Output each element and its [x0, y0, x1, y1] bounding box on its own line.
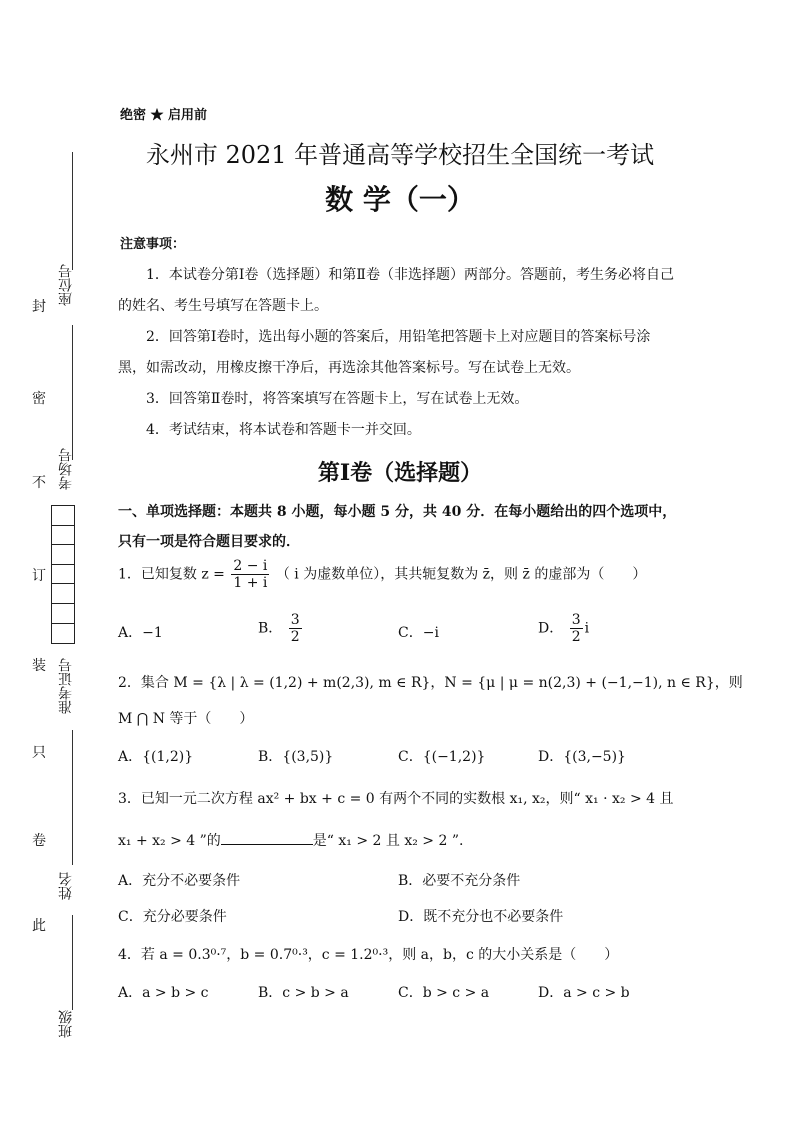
seal-char-4: 订: [32, 568, 46, 584]
seal-char-1: 封: [32, 299, 46, 315]
seal-char-8: 此: [32, 918, 46, 934]
binding-line-2: [72, 325, 73, 460]
notice-item-2: 2．回答第Ⅰ卷时，选出每小题的答案后，用铅笔把答题卡上对应题目的答案标号涂黑，如需改动，用橡皮擦干净后，再选涂其他答案标号。写在试卷上无效。: [118, 329, 651, 376]
q1-fraction: [231, 558, 269, 591]
subject-title: 数 学（一）: [325, 183, 475, 216]
admission-number-grid: [51, 505, 75, 644]
q2-option-a[interactable]: A．{(1,2)}: [118, 749, 194, 765]
question-1: [118, 558, 688, 591]
q1-option-a[interactable]: A．−1: [118, 625, 163, 641]
notice-item-3: 3．回答第Ⅱ卷时，将答案填写在答题卡上，写在试卷上无效。: [146, 391, 529, 407]
q1-suffix: （ i 为虚数单位），其共轭复数为 z̄，则 z̄ 的虚部为（ ）: [275, 566, 647, 583]
q1-option-d-den: 2: [571, 629, 581, 645]
q2-line-1: 2．集合 M = {λ | λ = (1,2) + m(2,3), m ∈ R}，N = {μ | μ = n(2,3) + (−1,−1), n ∈ R}，则: [118, 675, 743, 691]
seal-char-2: 密: [32, 391, 46, 407]
q1-option-c[interactable]: C．−i: [398, 625, 439, 641]
q3-option-b[interactable]: B．必要不充分条件: [398, 873, 521, 889]
class-label: 班级: [58, 1010, 74, 1038]
q1-option-d-suffix: i: [584, 620, 590, 637]
q1-option-b-num: 3: [290, 612, 300, 628]
q3-option-c[interactable]: C．充分必要条件: [118, 909, 227, 925]
q3-line-1: 3．已知一元二次方程 ax² + bx + c = 0 有两个不同的实数根 x₁, x₂，则“ x₁ · x₂ > 4 且: [118, 791, 674, 807]
q1-option-b-den: 2: [290, 629, 300, 645]
exam-title: 永州市 2021 年普通高等学校招生全国统一考试: [145, 141, 655, 169]
seal-char-3: 不: [32, 475, 46, 491]
exam-room-label: 考场号: [58, 448, 74, 490]
q1-option-b-fraction: [289, 612, 302, 645]
q1-numerator: 2 − i: [233, 558, 268, 574]
binding-line-4: [72, 915, 73, 1010]
q4-option-d[interactable]: D．a > c > b: [538, 985, 630, 1001]
binding-line-top: [72, 152, 73, 270]
q2-option-c[interactable]: C．{(−1,2)}: [398, 749, 486, 765]
part1-intro: 一、单项选择题：本题共 8 小题，每小题 5 分，共 40 分．在每小题给出的四个选项中，只有一项是符合题目要求的．: [118, 504, 677, 550]
q1-denominator: 1 + i: [233, 575, 268, 591]
q2-line-2: M ⋂ N 等于（ ）: [118, 711, 254, 727]
binding-line-3: [72, 730, 73, 865]
q1-option-b[interactable]: [258, 612, 304, 645]
notice-heading: 注意事项：: [120, 237, 186, 252]
seat-number-label: 座位号: [58, 264, 74, 306]
q2-option-b[interactable]: B．{(3,5)}: [258, 749, 334, 765]
q4-line-1: 4．若 a = 0.3⁰·⁷，b = 0.7⁰·³，c = 1.2⁰·³，则 a，b，c 的大小关系是（ ）: [118, 947, 619, 963]
q3-answer-blank[interactable]: [221, 844, 313, 845]
section-title: 第Ⅰ卷（选择题）: [317, 460, 483, 486]
seal-char-7: 卷: [32, 833, 46, 849]
seal-char-5: 装: [32, 658, 46, 674]
q4-option-a[interactable]: A．a > b > c: [118, 985, 209, 1001]
secret-mark: 绝密 ★ 启用前: [120, 108, 208, 123]
q4-option-c[interactable]: C．b > c > a: [398, 985, 490, 1001]
q3-line-2-b: 是“ x₁ > 2 且 x₂ > 2 ”.: [312, 833, 464, 849]
q1-prefix: 1．已知复数 z =: [118, 566, 225, 583]
q3-line-2: [118, 830, 463, 850]
q1-option-d[interactable]: [538, 612, 589, 645]
q4-option-b[interactable]: B．c > b > a: [258, 985, 349, 1001]
q1-option-d-fraction: [570, 612, 583, 645]
name-label: 姓名: [58, 872, 74, 900]
q3-option-a[interactable]: A．充分不必要条件: [118, 873, 241, 889]
q1-option-d-num: 3: [571, 612, 581, 628]
q3-option-d[interactable]: D．既不充分也不必要条件: [398, 909, 564, 925]
seal-char-6: 只: [32, 745, 46, 761]
notice-item-1: 1．本试卷分第Ⅰ卷（选择题）和第Ⅱ卷（非选择题）两部分。答题前，考生务必将自己的姓名、考生号填写在答题卡上。: [118, 267, 674, 314]
admission-number-label: 准考证号: [58, 658, 74, 714]
q2-option-d[interactable]: D．{(3,−5)}: [538, 749, 626, 765]
q1-option-b-label: B．: [258, 620, 283, 637]
notice-item-4: 4．考试结束，将本试卷和答题卡一并交回。: [146, 422, 421, 438]
q3-line-2-a: x₁ + x₂ > 4 ”的: [118, 833, 221, 849]
q1-option-d-label: D．: [538, 620, 564, 637]
